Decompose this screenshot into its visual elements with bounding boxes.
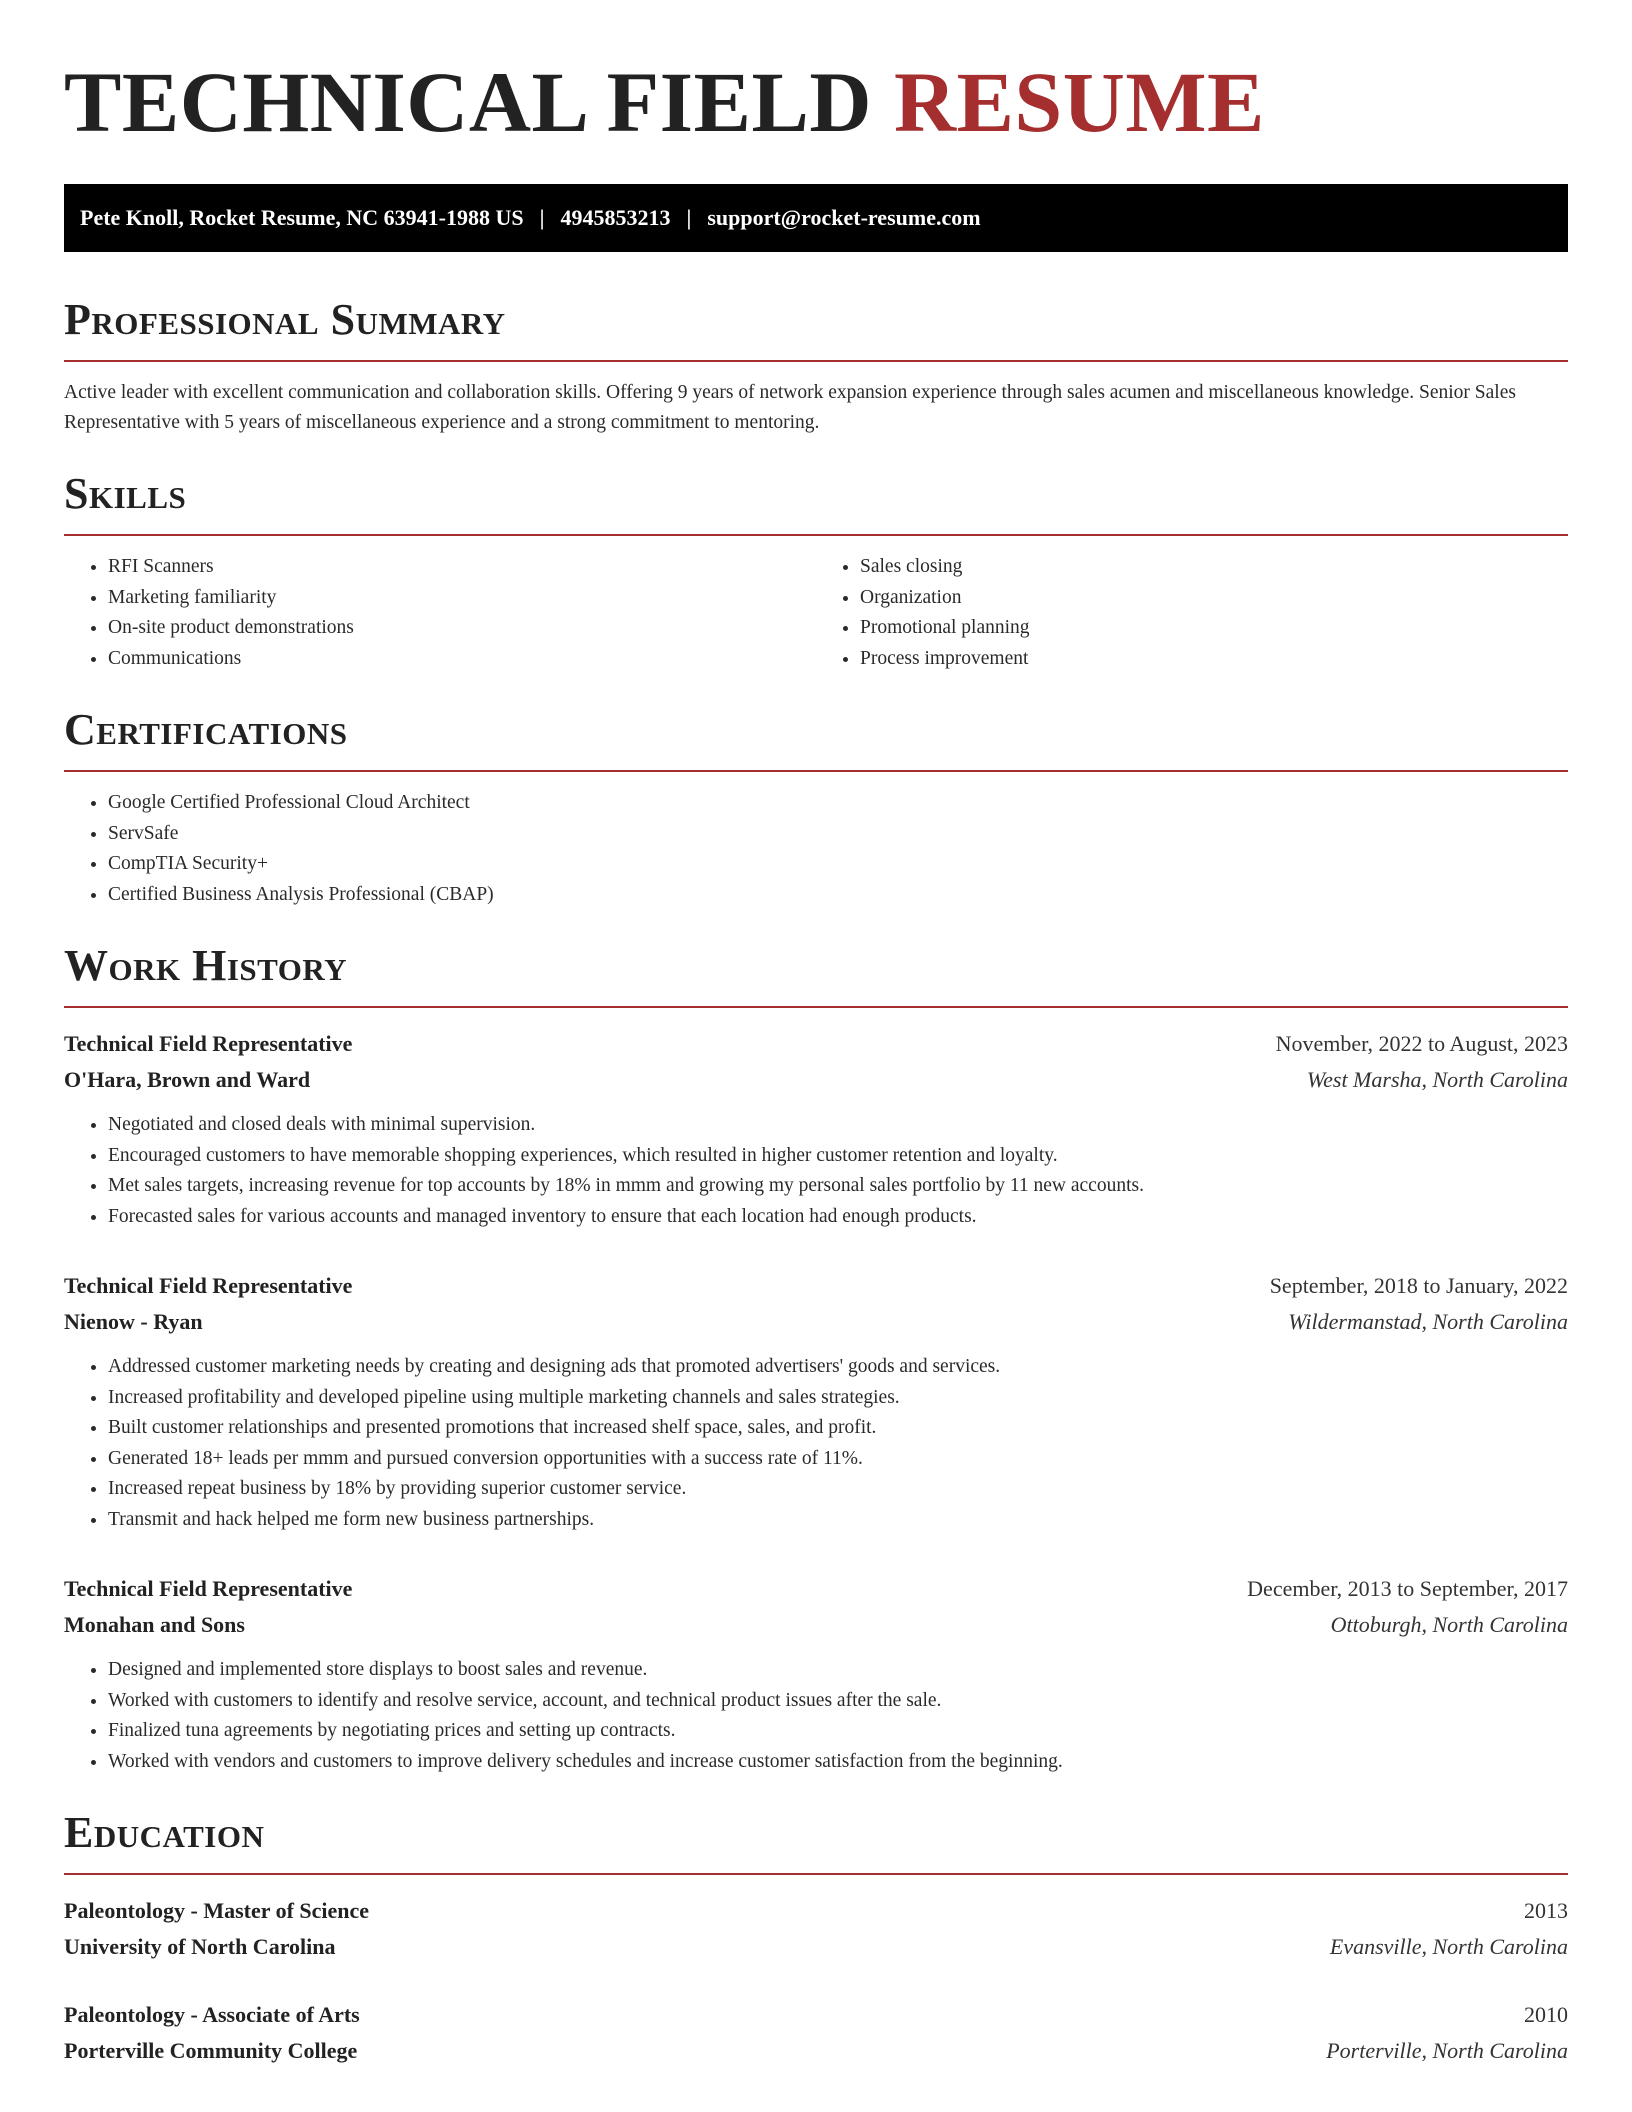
job-bullet: • Built customer relationships and presented promotions that increased shelf space, sales, and profit. [108, 1413, 1568, 1444]
skill-item: • RFI Scanners [108, 552, 816, 583]
education-year: 2013 [1524, 1898, 1568, 1923]
education-entry [64, 1997, 1568, 2069]
job-bullet: • Negotiated and closed deals with minimal supervision. [108, 1110, 1568, 1141]
summary-text: Active leader with excellent communication and collaboration skills. Offering 9 years of network expansion experience through sales acumen and miscellaneous knowledge. Senior Sales Representative with 5 years of miscellaneous experience and a strong commitment to mentoring. [64, 382, 1516, 433]
skill-item: • Sales closing [860, 552, 1568, 583]
job-bullet: • Increased repeat business by 18% by providing superior customer service. [108, 1474, 1568, 1505]
job-entry [64, 1571, 1568, 1777]
job-bullets [64, 1655, 1568, 1777]
skills-grid [64, 552, 1568, 674]
job-bullet: • Transmit and hack helped me form new business partnerships. [108, 1505, 1568, 1536]
education-degree: Paleontology - Associate of Arts [64, 2002, 360, 2027]
job-bullet: • Generated 18+ leads per mmm and pursued conversion opportunities with a success rate of 11%. [108, 1444, 1568, 1475]
certifications-heading: Certifications [64, 705, 348, 754]
certification-item: • ServSafe [108, 819, 1568, 850]
education-school: Porterville Community College [64, 2038, 358, 2063]
job-bullet: • Encouraged customers to have memorable shopping experiences, which resulted in higher customer retention and loyalty. [108, 1141, 1568, 1172]
job-bullets [64, 1110, 1568, 1232]
title-accent: RESUME [893, 54, 1265, 150]
job-entry [64, 1026, 1568, 1232]
job-location: Wildermanstad, North Carolina [1288, 1309, 1568, 1334]
education-section [64, 1807, 1568, 2069]
work-history-heading: Work History [64, 941, 348, 990]
job-title: Technical Field Representative [64, 1273, 353, 1298]
job-bullet: • Finalized tuna agreements by negotiating prices and setting up contracts. [108, 1716, 1568, 1747]
job-bullet: • Increased profitability and developed pipeline using multiple marketing channels and sales strategies. [108, 1383, 1568, 1414]
skills-list-right [816, 552, 1568, 674]
contact-separator: | [686, 205, 692, 230]
job-bullet: • Designed and implemented store displays to boost sales and revenue. [108, 1655, 1568, 1686]
job-bullet: • Addressed customer marketing needs by creating and designing ads that promoted advertisers' goods and services. [108, 1352, 1568, 1383]
contact-phone: 4945853213 [560, 205, 671, 230]
job-company: Monahan and Sons [64, 1612, 245, 1637]
education-location: Evansville, North Carolina [1329, 1934, 1568, 1959]
job-bullet: • Met sales targets, increasing revenue for top accounts by 18% in mmm and growing my personal sales portfolio by 11 new accounts. [108, 1171, 1568, 1202]
education-location: Porterville, North Carolina [1326, 2038, 1568, 2063]
job-bullet: • Worked with vendors and customers to improve delivery schedules and increase customer satisfaction from the beginning. [108, 1747, 1568, 1778]
job-dates: September, 2018 to January, 2022 [1269, 1273, 1568, 1298]
contact-bar [64, 184, 1568, 252]
education-degree: Paleontology - Master of Science [64, 1898, 370, 1923]
skill-item: • Marketing familiarity [108, 583, 816, 614]
certifications-list [64, 788, 1568, 910]
job-dates: November, 2022 to August, 2023 [1275, 1031, 1568, 1056]
job-entry [64, 1268, 1568, 1535]
section-divider [64, 1006, 1568, 1008]
job-bullets [64, 1352, 1568, 1535]
summary-heading: Professional Summary [64, 295, 506, 344]
skill-item: • Process improvement [860, 644, 1568, 675]
education-heading: Education [64, 1808, 265, 1857]
job-bullet: • Forecasted sales for various accounts and managed inventory to ensure that each location had enough products. [108, 1202, 1568, 1233]
skill-item: • Promotional planning [860, 613, 1568, 644]
education-entry [64, 1893, 1568, 1965]
section-divider [64, 1873, 1568, 1875]
job-bullet: • Worked with customers to identify and resolve service, account, and technical product issues after the sale. [108, 1686, 1568, 1717]
certification-item: • Certified Business Analysis Professional (CBAP) [108, 880, 1568, 911]
title-main: TECHNICAL FIELD [64, 54, 872, 150]
work-history-section [64, 940, 1568, 1777]
contact-address: Pete Knoll, Rocket Resume, NC 63941-1988 US [80, 205, 524, 230]
job-dates: December, 2013 to September, 2017 [1247, 1576, 1568, 1601]
education-year: 2010 [1524, 2002, 1568, 2027]
section-divider [64, 360, 1568, 362]
section-divider [64, 770, 1568, 772]
job-title: Technical Field Representative [64, 1576, 353, 1601]
resume-title [64, 56, 1568, 148]
skill-item: • Organization [860, 583, 1568, 614]
certification-item: • CompTIA Security+ [108, 849, 1568, 880]
job-company: O'Hara, Brown and Ward [64, 1067, 311, 1092]
summary-section [64, 294, 1568, 438]
contact-separator: | [539, 205, 545, 230]
contact-email: support@rocket-resume.com [707, 205, 981, 230]
job-title: Technical Field Representative [64, 1031, 353, 1056]
skills-list-left [64, 552, 816, 674]
skill-item: • On-site product demonstrations [108, 613, 816, 644]
education-school: University of North Carolina [64, 1934, 336, 1959]
section-divider [64, 534, 1568, 536]
job-company: Nienow - Ryan [64, 1309, 203, 1334]
job-location: Ottoburgh, North Carolina [1330, 1612, 1568, 1637]
certification-item: • Google Certified Professional Cloud Architect [108, 788, 1568, 819]
skills-section [64, 468, 1568, 674]
skill-item: • Communications [108, 644, 816, 675]
skills-heading: Skills [64, 469, 187, 518]
certifications-section [64, 704, 1568, 910]
job-location: West Marsha, North Carolina [1306, 1067, 1568, 1092]
